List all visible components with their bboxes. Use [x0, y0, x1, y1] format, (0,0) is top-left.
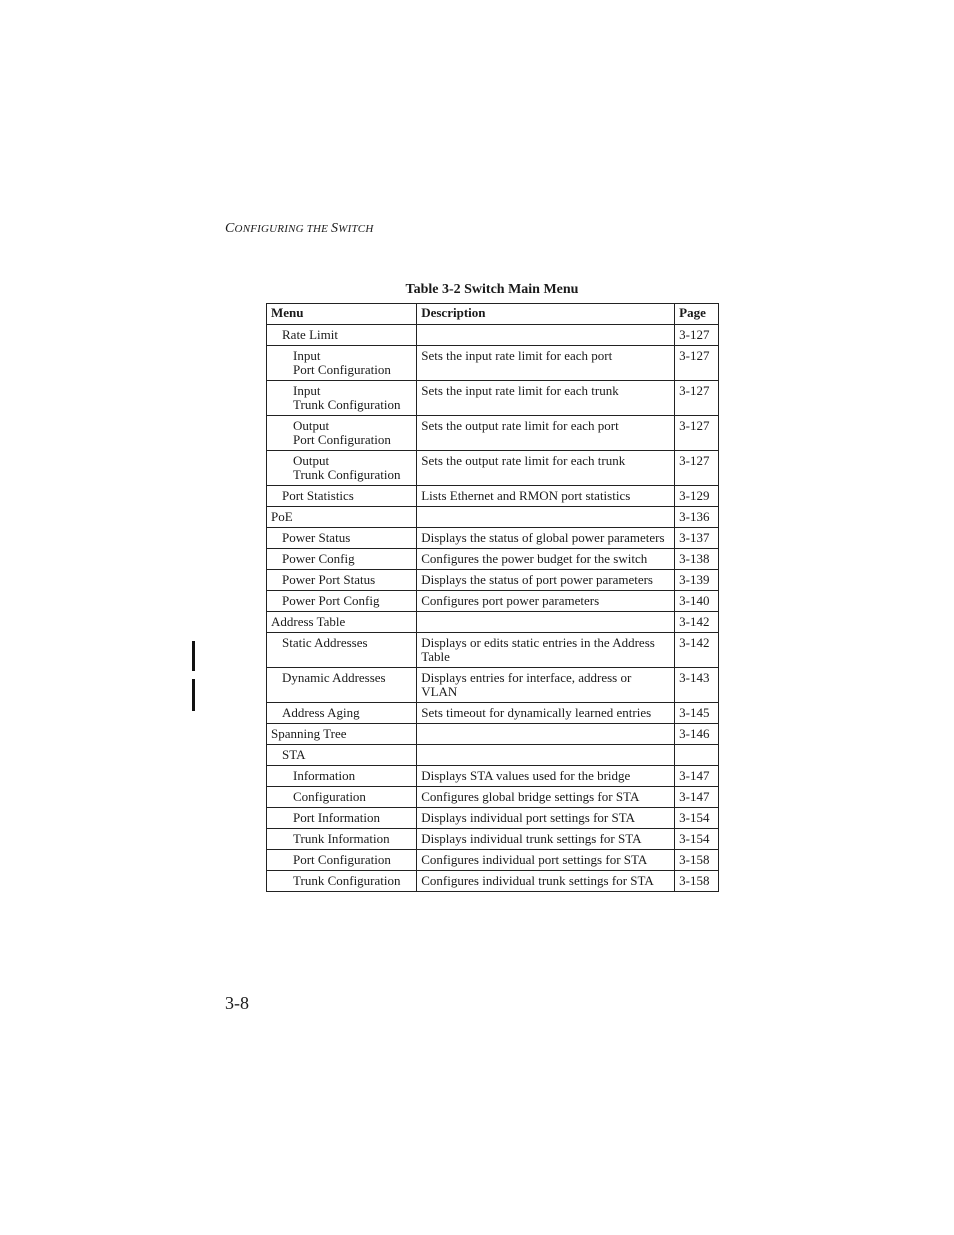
page-cell: 3-147: [675, 766, 719, 787]
header-initial-s: S: [331, 221, 339, 236]
page-cell: 3-139: [675, 570, 719, 591]
menu-cell: [267, 381, 417, 416]
description-cell: Displays individual trunk settings for STA: [417, 829, 675, 850]
column-header-page: Page: [675, 304, 719, 325]
menu-cell: [267, 549, 417, 570]
menu-label: Output: [293, 418, 330, 433]
table-row: [267, 570, 719, 591]
table-row: [267, 591, 719, 612]
menu-label: Trunk Information: [293, 831, 390, 846]
page-cell: 3-142: [675, 612, 719, 633]
column-header-description: Description: [417, 304, 675, 325]
table-row: [267, 612, 719, 633]
description-cell: Configures individual trunk settings for STA: [417, 871, 675, 892]
column-header-menu: Menu: [267, 304, 417, 325]
menu-label: Dynamic Addresses: [282, 670, 386, 685]
table-row: [267, 703, 719, 724]
menu-label: Address Aging: [282, 705, 360, 720]
page-cell: 3-127: [675, 381, 719, 416]
header-part-2: WITCH: [338, 223, 374, 235]
page-cell: 3-127: [675, 451, 719, 486]
menu-label: STA: [282, 747, 306, 762]
page-cell: 3-142: [675, 633, 719, 668]
menu-cell: [267, 416, 417, 451]
menu-label: Input: [293, 348, 321, 363]
header-initial-c: C: [225, 221, 235, 236]
menu-label: Port Configuration: [293, 852, 391, 867]
table-row: [267, 486, 719, 507]
menu-label: Port Statistics: [282, 488, 354, 503]
menu-label: Input: [293, 383, 321, 398]
menu-label: Power Port Config: [282, 593, 380, 608]
menu-cell: [267, 570, 417, 591]
table-row: [267, 724, 719, 745]
menu-cell: [267, 346, 417, 381]
page-cell: [675, 745, 719, 766]
page-cell: 3-158: [675, 871, 719, 892]
description-cell: Configures the power budget for the switch: [417, 549, 675, 570]
description-cell: Displays individual port settings for STA: [417, 808, 675, 829]
description-cell: Displays or edits static entries in the Address Table: [417, 633, 675, 668]
menu-cell: [267, 612, 417, 633]
menu-label: Spanning Tree: [271, 726, 347, 741]
menu-cell: [267, 591, 417, 612]
menu-label: Power Status: [282, 530, 351, 545]
table-row: [267, 787, 719, 808]
description-cell: [417, 325, 675, 346]
description-cell: Lists Ethernet and RMON port statistics: [417, 486, 675, 507]
menu-label: Static Addresses: [282, 635, 368, 650]
table-header-row: [267, 304, 719, 325]
menu-label: Address Table: [271, 614, 346, 629]
description-cell: Displays entries for interface, address or VLAN: [417, 668, 675, 703]
menu-label: Power Config: [282, 551, 355, 566]
menu-cell: [267, 325, 417, 346]
description-cell: Displays STA values used for the bridge: [417, 766, 675, 787]
menu-cell: [267, 703, 417, 724]
table-row: [267, 633, 719, 668]
menu-label: Port Information: [293, 810, 381, 825]
table-row: [267, 871, 719, 892]
table-row: [267, 668, 719, 703]
description-cell: Sets the input rate limit for each trunk: [417, 381, 675, 416]
description-cell: Sets the output rate limit for each trunk: [417, 451, 675, 486]
table-row: [267, 766, 719, 787]
change-bar: [192, 679, 195, 711]
table-row: [267, 325, 719, 346]
table-row: [267, 808, 719, 829]
menu-cell: [267, 787, 417, 808]
table-row: [267, 850, 719, 871]
table-row: [267, 507, 719, 528]
table-row: [267, 528, 719, 549]
page-cell: 3-146: [675, 724, 719, 745]
page-cell: 3-138: [675, 549, 719, 570]
table-row: [267, 381, 719, 416]
running-header: [225, 221, 373, 237]
page-cell: 3-154: [675, 829, 719, 850]
menu-label: Port Configuration: [293, 432, 391, 447]
page-cell: 3-137: [675, 528, 719, 549]
description-cell: Configures global bridge settings for STA: [417, 787, 675, 808]
table-row: [267, 346, 719, 381]
table-body: [267, 325, 719, 892]
page-cell: 3-154: [675, 808, 719, 829]
description-cell: Configures individual port settings for STA: [417, 850, 675, 871]
menu-cell: [267, 871, 417, 892]
menu-label: Port Configuration: [293, 362, 391, 377]
page-cell: 3-158: [675, 850, 719, 871]
table-row: [267, 451, 719, 486]
menu-cell: [267, 451, 417, 486]
table-row: [267, 829, 719, 850]
menu-cell: [267, 829, 417, 850]
description-cell: Configures port power parameters: [417, 591, 675, 612]
page-cell: 3-143: [675, 668, 719, 703]
menu-cell: [267, 507, 417, 528]
menu-cell: [267, 724, 417, 745]
page-cell: 3-127: [675, 325, 719, 346]
page-cell: 3-129: [675, 486, 719, 507]
page-cell: 3-140: [675, 591, 719, 612]
menu-cell: [267, 808, 417, 829]
menu-cell: [267, 766, 417, 787]
page-number: 3-8: [225, 993, 249, 1013]
description-cell: Sets the output rate limit for each port: [417, 416, 675, 451]
menu-cell: [267, 486, 417, 507]
header-part-1: ONFIGURING THE: [234, 223, 332, 235]
menu-label: Trunk Configuration: [293, 397, 401, 412]
switch-main-menu-table: [266, 303, 719, 892]
description-cell: Displays the status of port power parameters: [417, 570, 675, 591]
table-row: [267, 416, 719, 451]
menu-cell: [267, 745, 417, 766]
menu-label: Information: [293, 768, 356, 783]
page-cell: 3-136: [675, 507, 719, 528]
table-row: [267, 549, 719, 570]
menu-label: Rate Limit: [282, 327, 338, 342]
change-bar: [192, 641, 195, 671]
page-cell: 3-145: [675, 703, 719, 724]
description-cell: Displays the status of global power parameters: [417, 528, 675, 549]
page-cell: 3-127: [675, 346, 719, 381]
table-caption: Table 3-2 Switch Main Menu: [405, 282, 579, 297]
menu-cell: [267, 850, 417, 871]
description-cell: [417, 612, 675, 633]
page-cell: 3-127: [675, 416, 719, 451]
description-cell: Sets the input rate limit for each port: [417, 346, 675, 381]
page-cell: 3-147: [675, 787, 719, 808]
description-cell: [417, 507, 675, 528]
table-row: [267, 745, 719, 766]
menu-label: PoE: [271, 509, 293, 524]
menu-label: Power Port Status: [282, 572, 376, 587]
menu-label: Trunk Configuration: [293, 467, 401, 482]
menu-cell: [267, 633, 417, 668]
menu-label: Trunk Configuration: [293, 873, 401, 888]
menu-label: Output: [293, 453, 330, 468]
description-cell: [417, 745, 675, 766]
description-cell: Sets timeout for dynamically learned entries: [417, 703, 675, 724]
menu-cell: [267, 668, 417, 703]
menu-label: Configuration: [293, 789, 366, 804]
menu-cell: [267, 528, 417, 549]
description-cell: [417, 724, 675, 745]
